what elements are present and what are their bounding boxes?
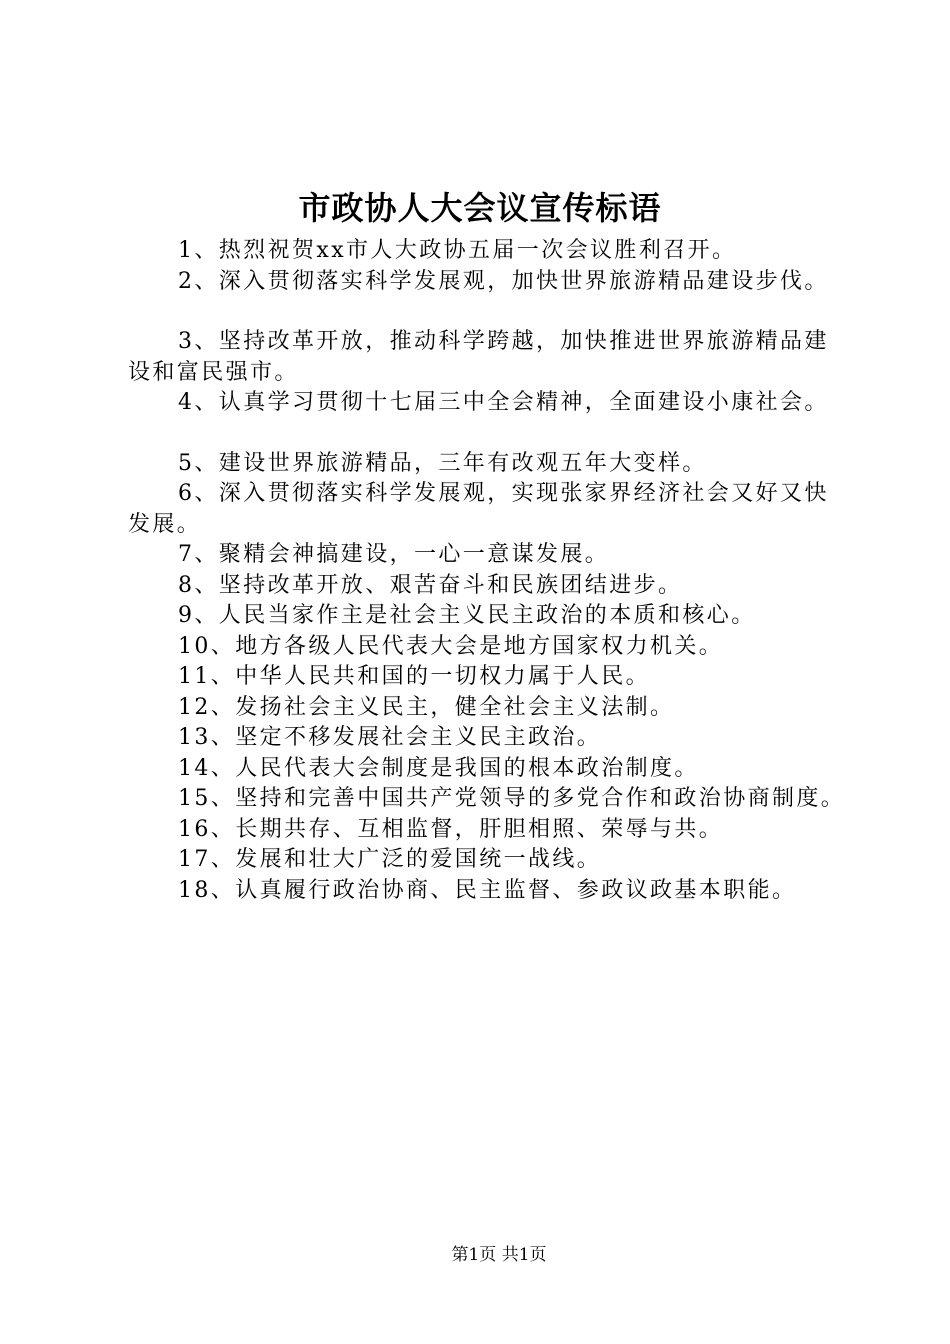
slogan-item-10: 10、地方各级人民代表大会是地方国家权力机关。 — [178, 633, 724, 659]
slogan-item-6: 6、深入贯彻落实科学发展观，实现张家界经济社会又好又快发展。 — [128, 481, 829, 537]
slogan-item-5: 5、建设世界旅游精品，三年有改观五年大变样。 — [178, 450, 707, 476]
slogan-list — [128, 236, 848, 906]
slogan-item-11: 11、中华人民共和国的一切权力属于人民。 — [178, 664, 650, 689]
slogan-item-1: 1、热烈祝贺xx市人大政协五届一次会议胜利召开。 — [178, 238, 737, 263]
slogan-item-16: 16、长期共存、互相监督，肝胆相照、荣辱与共。 — [178, 816, 724, 842]
slogan-item-17: 17、发展和壮大广泛的爱国统一战线。 — [178, 847, 602, 872]
document-title: 市政协人大会议宣传标语 — [298, 189, 662, 227]
slogan-item-12: 12、发扬社会主义民主，健全社会主义法制。 — [178, 694, 675, 720]
slogan-item-7: 7、聚精会神搞建设，一心一意谋发展。 — [178, 542, 610, 567]
slogan-item-8: 8、坚持改革开放、艰苦奋斗和民族团结进步。 — [178, 572, 683, 598]
slogan-item-14: 14、人民代表大会制度是我国的根本政治制度。 — [178, 755, 699, 781]
slogan-item-3: 3、坚持改革开放，推动科学跨越，加快推进世界旅游精品建设和富民强市。 — [128, 329, 829, 385]
slogan-item-13: 13、坚定不移发展社会主义民主政治。 — [178, 725, 602, 750]
slogan-item-15: 15、坚持和完善中国共产党领导的多党合作和政治协商制度。 — [178, 786, 846, 811]
slogan-item-2: 2、深入贯彻落实科学发展观，加快世界旅游精品建设步伐。 — [178, 268, 829, 294]
page-footer: 第1页 共1页 — [451, 1245, 547, 1265]
slogan-item-4: 4、认真学习贯彻十七届三中全会精神，全面建设小康社会。 — [178, 390, 829, 415]
slogan-item-18: 18、认真履行政治协商、民主监督、参政议政基本职能。 — [178, 877, 797, 903]
slogan-item-9: 9、人民当家作主是社会主义民主政治的本质和核心。 — [178, 603, 756, 628]
